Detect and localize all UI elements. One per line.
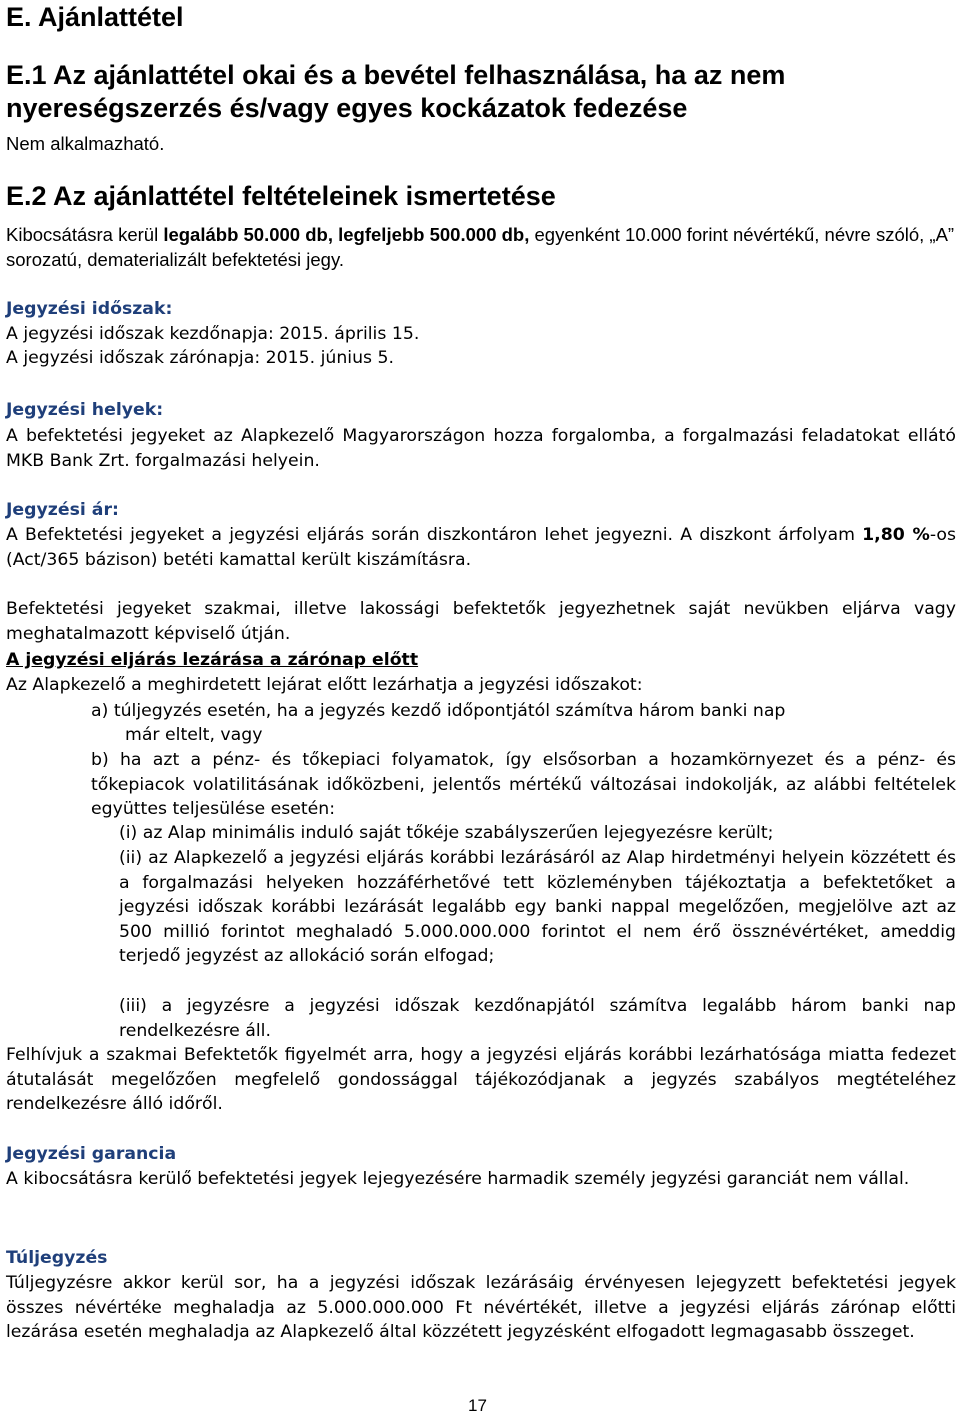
section-heading-e2: E.2 Az ajánlattétel feltételeinek ismertetése	[6, 181, 556, 211]
closing-title: A jegyzési eljárás lezárása a zárónap előtt	[6, 650, 419, 670]
places-label: Jegyzési helyek:	[6, 400, 164, 420]
page-number: 17	[468, 1396, 487, 1415]
period-start: A jegyzési időszak kezdőnapja: 2015. április 15.	[6, 324, 420, 344]
section-heading-e: E. Ajánlattétel	[6, 2, 184, 32]
guarantee-text: A kibocsátásra kerülő befektetési jegyek lejegyezésére harmadik személy jegyzési garanciát nem vállal.	[6, 1169, 910, 1189]
price-label: Jegyzési ár:	[6, 500, 119, 520]
closing-item-a-cont: már eltelt, vagy	[125, 725, 263, 745]
e1-text: Nem alkalmazható.	[6, 133, 165, 154]
period-end: A jegyzési időszak zárónapja: 2015. június 5.	[6, 348, 395, 368]
closing-item-ii: (ii) az Alapkezelő a jegyzési eljárás korábbi lezárásáról az Alap hirdetményi helyein közzétett és a forgalmazási helyeken hozzáférhetővé tett közleményben tájékoztatja a befektetőket a jegyzési időszak korábbi lezárását legalább egy banki nappal megelőzően, megjelölve azt az 500 millió forintot meghaladó 5.000.000.000 forintot el nem érő össznévértéket, ameddig terjedő jegyzést az allokáció során elfogad;	[119, 848, 956, 966]
closing-item-b: b) ha azt a pénz- és tőkepiaci folyamatok, így elsősorban a hozamkörnyezet és a pénz- és tőkepiacok volatilitásának időközbeni, jelentős mértékű változásai indokolják, az alábbi feltételek együttes teljesülése esetén:	[91, 750, 956, 819]
price-text-a: A Befektetési jegyeket a jegyzési eljárás során diszkontáron lehet jegyezni. A diszkont árfolyam	[6, 525, 863, 545]
interest-rate: 1,80 %	[862, 525, 930, 545]
closing-item-i: (i) az Alap minimális induló saját tőkéje szabályszerűen lejegyezésre került;	[119, 823, 774, 843]
oversub-label: Túljegyzés	[6, 1248, 108, 1268]
guarantee-label: Jegyzési garancia	[6, 1144, 177, 1164]
oversub-text: Túljegyzésre akkor kerül sor, ha a jegyzési időszak lezárásáig érvényesen lejegyzett befektetési jegyek összes névértéke meghaladja az 5.000.000.000 Ft névértékét, illetve a jegyzési eljárás zárónap előtti lezárása esetén meghaladja az Alapkezelő által közzétett jegyzésként elfogadott legmagasabb összeget.	[6, 1273, 956, 1342]
investors-text: Befektetési jegyeket szakmai, illetve lakossági befektetők jegyezhetnek saját nevükben eljárva vagy meghatalmazott képviselő útján.	[6, 599, 956, 644]
closing-item-iii: (iii) a jegyzésre a jegyzési időszak kezdőnapjától számítva legalább három banki nap rendelkezésre áll.	[119, 996, 956, 1041]
closing-item-a: a) túljegyzés esetén, ha a jegyzés kezdő időpontjától számítva három banki nap	[91, 701, 786, 721]
section-heading-e1: E.1 Az ajánlattétel okai és a bevétel felhasználása, ha az nem nyereségszerzés és/vagy egyes kockázatok fedezése	[6, 60, 786, 123]
places-text: A befektetési jegyeket az Alapkezelő Magyarországon hozza forgalomba, a forgalmazási feladatokat ellátó MKB Bank Zrt. forgalmazási helyein.	[6, 426, 956, 471]
closing-intro: Az Alapkezelő a meghirdetett lejárat előtt lezárhatja a jegyzési időszakot:	[6, 675, 643, 695]
price-text-b: -os (Act/365 bázison) betéti kamattal került kiszámításra.	[6, 525, 956, 570]
closing-notice: Felhívjuk a szakmai Befektetők figyelmét arra, hogy a jegyzési eljárás korábbi lezárhatósága miatta fedezet átutalását megelőzően megfelelő gondossággal tájékozódjanak a jegyzés szabályos megtételéhez rendelkezésre álló időről.	[6, 1045, 956, 1114]
offer-text: Kibocsátásra kerül	[6, 224, 164, 245]
price-text	[6, 523, 956, 572]
offer-quantity: legalább 50.000 db, legfeljebb 500.000 db,	[163, 224, 530, 245]
offer-text-rest: egyenként 10.000 forint névértékű, névre szóló, „A” sorozatú, dematerializált befektetési jegy.	[6, 224, 955, 270]
offer-paragraph	[6, 222, 956, 272]
period-label: Jegyzési időszak:	[6, 299, 173, 319]
